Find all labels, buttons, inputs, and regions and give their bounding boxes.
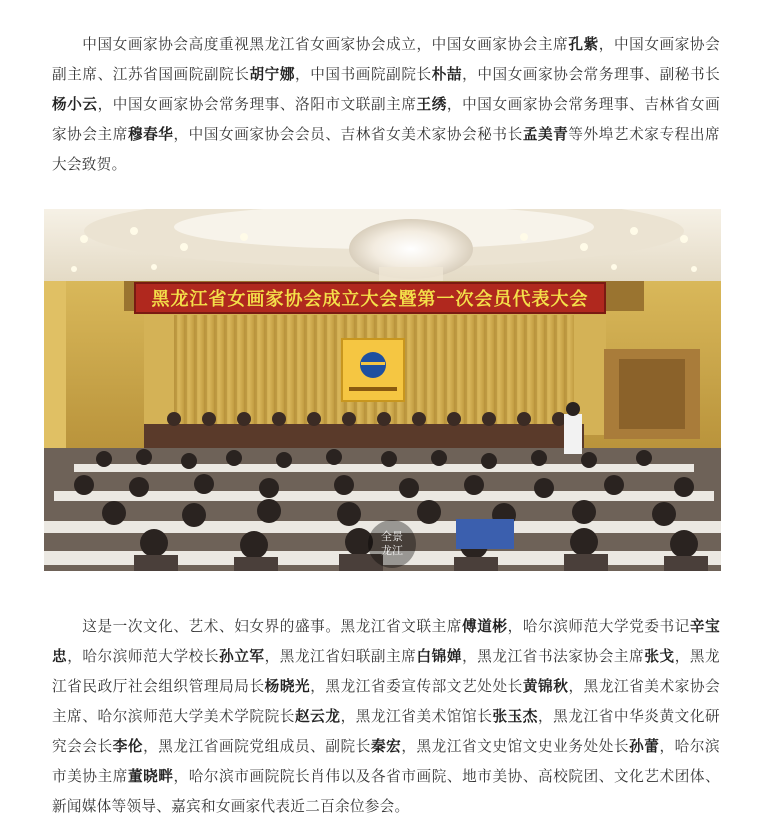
person-name: 胡宁娜: [249, 66, 296, 83]
paragraph-text: ，中国女画家协会会员、吉林省女美术家协会秘书长: [173, 126, 523, 143]
watermark-line-1: 全景: [381, 530, 403, 543]
person-name: 孙立军: [219, 648, 265, 665]
paragraph-text: ，黑龙江省中华炎黄文化研究会会长: [52, 708, 720, 755]
banner-title: 黑龙江省女画家协会成立大会暨第一次会员代表大会: [151, 289, 589, 310]
paragraph-text: ，中国女画家协会常务理事、吉林省女画家协会主席: [52, 96, 721, 143]
paragraph-text: ，黑龙江省美术馆馆长: [340, 708, 493, 725]
paragraph-text: ，黑龙江省文史馆文史业务处处长: [401, 738, 630, 755]
paragraph-text: ，黑龙江省妇联副主席: [264, 648, 417, 665]
paragraph-text: ，黑龙江省画院党组成员、副院长: [143, 738, 371, 755]
paragraph-text: ，哈尔滨市美协主席: [52, 738, 720, 785]
paragraph-text: ，黑龙江省书法家协会主席: [462, 648, 645, 665]
person-name: 朴喆: [431, 66, 463, 83]
paragraph-text: ，黑龙江省委宣传部文艺处处长: [310, 678, 523, 695]
person-name: 黄锦秋: [522, 678, 569, 695]
paragraph-text: ，黑龙江省民政厅社会组织管理局局长: [52, 648, 720, 695]
paragraph-text: ，中国女画家协会副主席、江苏省国画院副院长: [52, 36, 720, 83]
person-name: 张戈: [644, 648, 675, 665]
paragraph-text: 中国女画家协会高度重视黑龙江省女画家协会成立，中国女画家协会主席: [82, 36, 569, 53]
person-name: 秦宏: [370, 738, 402, 755]
person-name: 傅道彬: [462, 618, 508, 635]
paragraph-text: ，哈尔滨市画院院长肖伟以及各省市画院、地市美协、高校院团、文化艺术团体、新闻媒体等领导、嘉宾和女画家代表近二百余位参会。: [52, 768, 720, 815]
person-name: 孔紫: [568, 36, 599, 53]
person-name: 李伦: [112, 738, 144, 755]
person-name: 孙蕾: [629, 738, 660, 755]
person-name: 孟美青: [522, 126, 569, 143]
watermark-logo: [372, 519, 412, 569]
person-name: 张玉杰: [492, 708, 538, 725]
person-name: 王绣: [416, 96, 447, 113]
article-paragraph-2: [52, 612, 720, 822]
paragraph-text: ，中国女画家协会常务理事、洛阳市文联副主席: [97, 96, 417, 113]
paragraph-text: ，黑龙江省美术家协会主席、哈尔滨师范大学美术学院院长: [52, 678, 721, 725]
paragraph-text: 这是一次文化、艺术、妇女界的盛事。黑龙江省文联主席: [82, 618, 463, 635]
person-name: 杨晓光: [264, 678, 311, 695]
meeting-photo: [44, 209, 721, 571]
paragraph-text: ，中国书画院副院长: [295, 66, 432, 83]
person-name: 辛宝忠: [52, 618, 720, 665]
paragraph-text: ，哈尔滨师范大学党委书记: [507, 618, 690, 635]
person-name: 赵云龙: [295, 708, 341, 725]
paragraph-text: 等外埠艺术家专程出席大会致贺。: [52, 126, 720, 173]
person-name: 白锦婵: [416, 648, 463, 665]
watermark-line-2: 龙江: [381, 544, 403, 557]
paragraph-text: ，哈尔滨师范大学校长: [67, 648, 220, 665]
person-name: 穆春华: [127, 126, 174, 143]
article-paragraph-1: [52, 30, 720, 180]
paragraph-text: ，中国女画家协会常务理事、副秘书长: [462, 66, 721, 83]
person-name: 董晓畔: [127, 768, 174, 785]
person-name: 杨小云: [52, 96, 98, 113]
meeting-hall-illustration: [44, 209, 721, 571]
